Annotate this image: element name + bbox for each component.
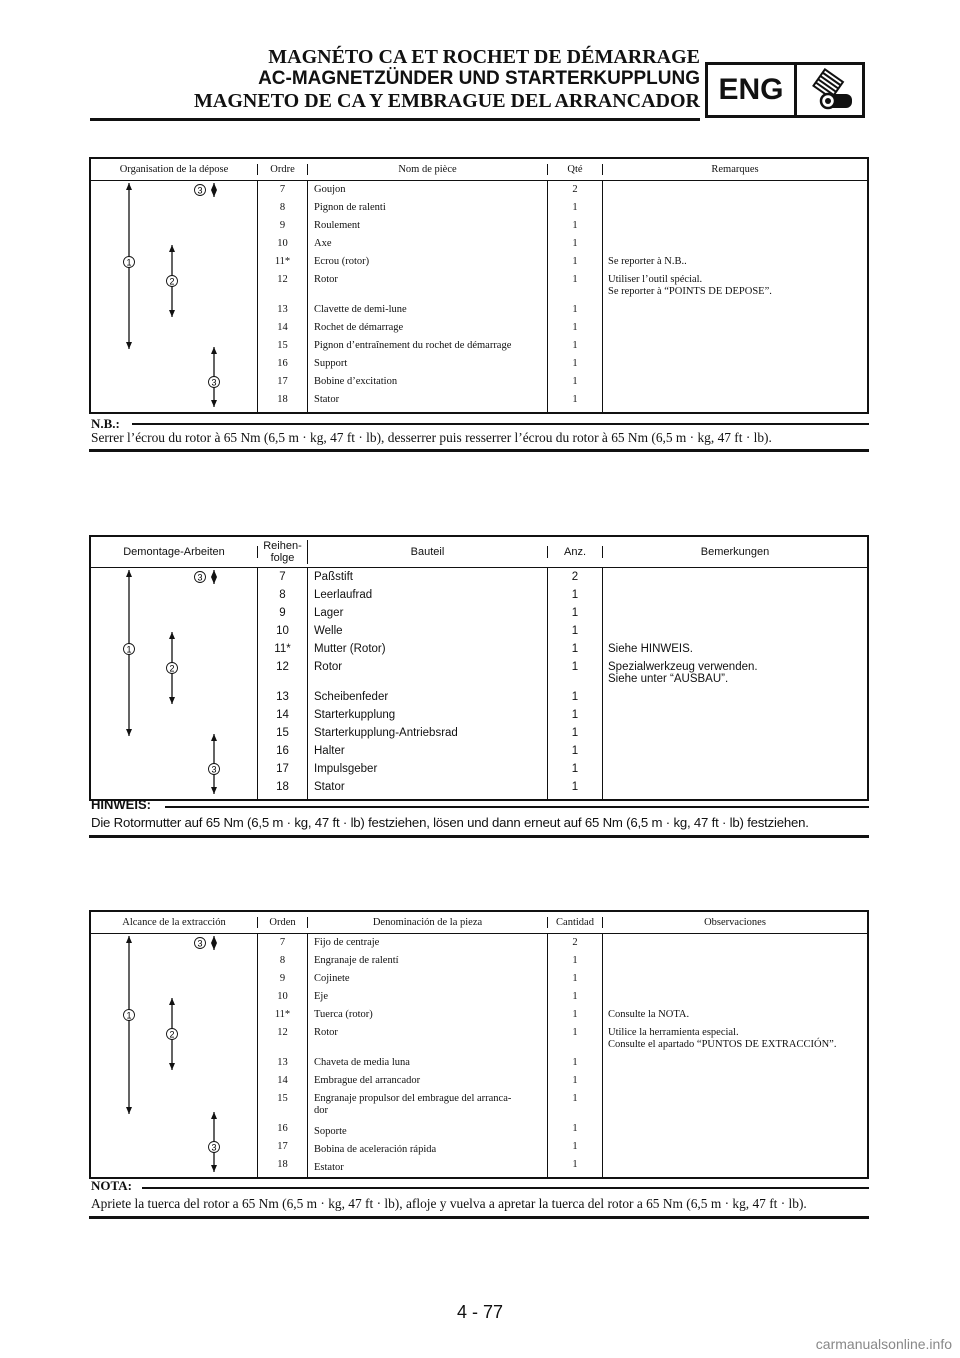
part-name-cell: Soporte (314, 1126, 347, 1137)
quantity-cell: 2 (571, 571, 579, 583)
part-name-cell: Pignon d’entraînement du rochet de démarrage (314, 340, 512, 351)
order-cell: 17 (277, 1141, 288, 1152)
arrowhead-icon (126, 729, 132, 736)
order-cell: 11* (274, 1009, 291, 1020)
header-cell: Qté (548, 164, 603, 175)
arrowhead-icon (211, 577, 217, 584)
sequence-marker (167, 1029, 178, 1040)
part-name-cell: Rotor (314, 661, 343, 673)
order-cell: 13 (277, 304, 288, 315)
sequence-marker (124, 644, 135, 655)
quantity-cell: 1 (571, 589, 579, 601)
order-cell: 15 (276, 727, 289, 739)
part-name-cell: Starterkupplung (314, 709, 396, 721)
order-cell: 7 (279, 184, 286, 195)
quantity-cell: 1 (572, 256, 578, 267)
quantity-cell: 1 (572, 1159, 578, 1170)
sequence-marker-label: 2 (169, 276, 175, 287)
arrowhead-icon (211, 787, 217, 794)
quantity-cell: 1 (571, 781, 579, 793)
order-cell: 7 (279, 937, 286, 948)
header-cell: Observaciones (704, 917, 766, 928)
part-name-cell: Axe (314, 238, 332, 249)
order-cell: 16 (277, 358, 288, 369)
header-cell-line: Reihen- (263, 540, 302, 552)
quantity-cell: 1 (572, 376, 578, 387)
part-name-cell: Stator (314, 394, 340, 405)
arrowhead-icon (126, 183, 132, 190)
order-cell: 15 (277, 1093, 288, 1104)
quantity-cell: 1 (571, 727, 579, 739)
quantity-cell: 1 (572, 322, 578, 333)
arrowhead-icon (126, 936, 132, 943)
sequence-marker (195, 185, 206, 196)
arrowhead-icon (126, 342, 132, 349)
arrowhead-icon (169, 310, 175, 317)
note-text-fr: Serrer l’écrou du rotor à 65 Nm (6,5 m · kg, 47 ft · lb), desserrer puis resserrer l’écrou du rotor à 65 Nm (6,5 m · kg, 47 ft · lb). (91, 430, 772, 445)
part-name-cell: Stator (314, 781, 345, 793)
order-cell: 9 (279, 607, 286, 619)
note-text-es: Apriete la tuerca del rotor a 65 Nm (6,5 m · kg, 47 ft · lb), afloje y vuelva a apretar la tuerca del rotor a 65 Nm (6,5 m · kg, 47 ft · lb). (91, 1196, 807, 1211)
remark-cell-line1: Utiliser l’outil spécial. (608, 274, 703, 285)
sequence-marker-label: 3 (211, 764, 217, 775)
part-name-cell: Leerlaufrad (314, 589, 373, 601)
sequence-marker (209, 377, 220, 388)
quantity-cell: 1 (571, 709, 579, 721)
arrowhead-icon (211, 1165, 217, 1172)
remark-cell: Se reporter à N.B.. (608, 256, 687, 267)
arrowhead-icon (211, 400, 217, 407)
order-cell: 18 (276, 781, 289, 793)
sequence-marker (209, 764, 220, 775)
order-cell: 8 (279, 589, 286, 601)
sequence-marker-label: 3 (211, 377, 217, 388)
remark-cell: Consulte la NOTA. (608, 1009, 690, 1020)
remark-cell-line2: Consulte el apartado “PUNTOS DE EXTRACCIÓN”. (608, 1039, 837, 1050)
order-cell: 9 (279, 973, 286, 984)
arrowhead-icon (211, 936, 217, 943)
arrowhead-icon (169, 245, 175, 252)
order-cell: 10 (277, 238, 288, 249)
arrowhead-icon (169, 632, 175, 639)
part-name-cell: Starterkupplung-Antriebsrad (314, 727, 458, 739)
header-cell: Anz. (548, 546, 603, 558)
sequence-marker-label: 1 (126, 257, 132, 268)
remark-cell: Siehe HINWEIS. (608, 643, 693, 655)
section-badge-label: ENG (708, 65, 797, 115)
order-cell: 17 (276, 763, 289, 775)
quantity-cell: 1 (571, 661, 579, 673)
order-cell: 10 (276, 625, 289, 637)
header-cell: Cantidad (548, 917, 603, 928)
order-cell: 8 (279, 955, 286, 966)
part-name-cell: Pignon de ralenti (314, 202, 386, 213)
sequence-marker-label: 3 (197, 572, 203, 583)
header-cell-line: folge (270, 552, 295, 564)
order-cell: 14 (277, 1075, 288, 1086)
quantity-cell: 1 (572, 1141, 578, 1152)
part-name-cell: Goujon (314, 184, 346, 195)
quantity-cell: 1 (572, 973, 578, 984)
part-name-cell: Roulement (314, 220, 361, 231)
part-name-cell: Fijo de centraje (314, 937, 380, 948)
remark-cell-line2: Siehe unter “AUSBAU”. (608, 673, 729, 685)
quantity-cell: 1 (571, 745, 579, 757)
quantity-cell: 1 (572, 991, 578, 1002)
quantity-cell: 1 (572, 358, 578, 369)
sequence-marker-label: 1 (126, 1010, 132, 1021)
quantity-cell: 1 (571, 607, 579, 619)
header-cell: Remarques (711, 164, 759, 175)
quantity-cell: 1 (572, 220, 578, 231)
part-name-cell: Chaveta de media luna (314, 1057, 410, 1068)
part-name-cell: Impulsgeber (314, 763, 378, 775)
order-cell: 16 (277, 1123, 288, 1134)
part-name-cell: Mutter (Rotor) (314, 643, 386, 655)
part-name-cell: Halter (314, 745, 345, 757)
order-cell: 14 (276, 709, 289, 721)
arrowhead-icon (169, 1063, 175, 1070)
sequence-marker (124, 1010, 135, 1021)
order-cell: 14 (277, 322, 288, 333)
header-title-es: MAGNETO DE CA Y EMBRAGUE DEL ARRANCADOR (194, 90, 700, 112)
arrowhead-icon (211, 734, 217, 741)
page-number: 4 - 77 (456, 1302, 504, 1322)
quantity-cell: 1 (572, 304, 578, 315)
quantity-cell: 1 (571, 625, 579, 637)
remark-cell-line1: Utilice la herramienta especial. (608, 1027, 739, 1038)
part-name-cell: Rotor (314, 1027, 338, 1038)
quantity-cell: 1 (572, 1075, 578, 1086)
quantity-cell: 1 (572, 1123, 578, 1134)
part-name-cell: Eje (314, 991, 328, 1002)
note-title-es: NOTA: (91, 1178, 132, 1193)
arrowhead-icon (126, 1107, 132, 1114)
sequence-marker-label: 3 (197, 938, 203, 949)
arrowhead-icon (211, 943, 217, 950)
arrowhead-icon (211, 1112, 217, 1119)
arrowhead-icon (126, 570, 132, 577)
quantity-cell: 1 (571, 643, 579, 655)
order-cell: 18 (277, 1159, 288, 1170)
part-name-cell: Clavette de demi-lune (314, 304, 407, 315)
order-cell: 7 (279, 571, 286, 583)
order-cell: 12 (277, 274, 288, 285)
order-cell: 17 (277, 376, 288, 387)
header-cell: Organisation de la dépose (91, 164, 258, 175)
order-cell: 9 (279, 220, 286, 231)
sequence-marker (167, 663, 178, 674)
remark-cell-line1: Spezialwerkzeug verwenden. (608, 661, 758, 673)
quantity-cell: 1 (572, 340, 578, 351)
part-name-cell: Cojinete (314, 973, 350, 984)
sequence-marker (195, 572, 206, 583)
header-title-fr: MAGNÉTO CA ET ROCHET DE DÉMARRAGE (268, 46, 700, 68)
part-name-cell: Tuerca (rotor) (314, 1009, 373, 1020)
arrowhead-icon (211, 347, 217, 354)
note-title-de: HINWEIS: (91, 797, 151, 812)
part-name-cell-line2: dor (314, 1105, 328, 1116)
part-name-cell: Bobine d’excitation (314, 376, 398, 387)
order-cell: 8 (279, 202, 286, 213)
header-cell: Bauteil (308, 546, 548, 558)
sequence-marker (209, 1142, 220, 1153)
part-name-cell: Paßstift (314, 571, 353, 583)
sequence-marker (195, 938, 206, 949)
header-title-de: AC-MAGNETZÜNDER UND STARTERKUPPLUNG (258, 68, 700, 89)
header-cell: Alcance de la extracción (91, 917, 258, 928)
sequence-marker-label: 3 (211, 1142, 217, 1153)
quantity-cell: 1 (572, 1093, 578, 1104)
order-cell: 15 (277, 340, 288, 351)
order-cell: 13 (276, 691, 289, 703)
part-name-cell-line1: Engranaje propulsor del embrague del arranca- (314, 1093, 512, 1104)
order-cell: 11* (274, 643, 291, 655)
quantity-cell: 2 (572, 937, 578, 948)
sequence-marker-label: 2 (169, 1029, 175, 1040)
quantity-cell: 1 (571, 691, 579, 703)
quantity-cell: 1 (571, 763, 579, 775)
part-name-cell: Lager (314, 607, 344, 619)
note-title-fr: N.B.: (91, 416, 120, 431)
quantity-cell: 1 (572, 1057, 578, 1068)
order-cell: 12 (276, 661, 289, 673)
part-name-cell: Ecrou (rotor) (314, 256, 370, 267)
quantity-cell: 1 (572, 394, 578, 405)
sequence-marker-label: 2 (169, 663, 175, 674)
sequence-marker (124, 257, 135, 268)
part-name-cell: Engranaje de ralentí (314, 955, 399, 966)
part-name-cell: Welle (314, 625, 343, 637)
part-name-cell: Embrague del arrancador (314, 1075, 421, 1086)
header-cell: Orden (258, 917, 308, 928)
part-name-cell: Estator (314, 1162, 344, 1173)
quantity-cell: 1 (572, 1009, 578, 1020)
quantity-cell: 1 (572, 274, 578, 285)
order-cell: 12 (277, 1027, 288, 1038)
arrowhead-icon (211, 570, 217, 577)
remark-cell-line2: Se reporter à “POINTS DE DEPOSE”. (608, 286, 772, 297)
quantity-cell: 2 (572, 184, 578, 195)
arrowhead-icon (211, 183, 217, 190)
header-cell: Nom de pièce (308, 164, 548, 175)
header-cell: Ordre (258, 164, 308, 175)
arrowhead-icon (169, 998, 175, 1005)
sequence-marker-label: 1 (126, 644, 132, 655)
order-cell: 13 (277, 1057, 288, 1068)
part-name-cell: Bobina de aceleración rápida (314, 1144, 437, 1155)
part-name-cell: Scheibenfeder (314, 691, 389, 703)
header-cell: Bemerkungen (700, 546, 770, 558)
quantity-cell: 1 (572, 1027, 578, 1038)
order-cell: 16 (276, 745, 289, 757)
watermark: carmanualsonline.info (815, 1336, 952, 1352)
header-cell: Demontage-Arbeiten (91, 546, 258, 558)
sequence-marker-label: 3 (197, 185, 203, 196)
arrowhead-icon (169, 697, 175, 704)
order-cell: 11* (274, 256, 291, 267)
sequence-marker (167, 276, 178, 287)
quantity-cell: 1 (572, 238, 578, 249)
part-name-cell: Support (314, 358, 348, 369)
quantity-cell: 1 (572, 202, 578, 213)
quantity-cell: 1 (572, 955, 578, 966)
arrowhead-icon (211, 190, 217, 197)
note-text-de: Die Rotormutter auf 65 Nm (6,5 m · kg, 47 ft · lb) festziehen, lösen und dann erneut auf 65 Nm (6,5 m · kg, 47 ft · lb) festziehen. (91, 815, 809, 830)
header-cell: Denominación de la pieza (308, 917, 548, 928)
order-cell: 10 (277, 991, 288, 1002)
part-name-cell: Rotor (314, 274, 338, 285)
part-name-cell: Rochet de démarrage (314, 322, 404, 333)
order-cell: 18 (277, 394, 288, 405)
